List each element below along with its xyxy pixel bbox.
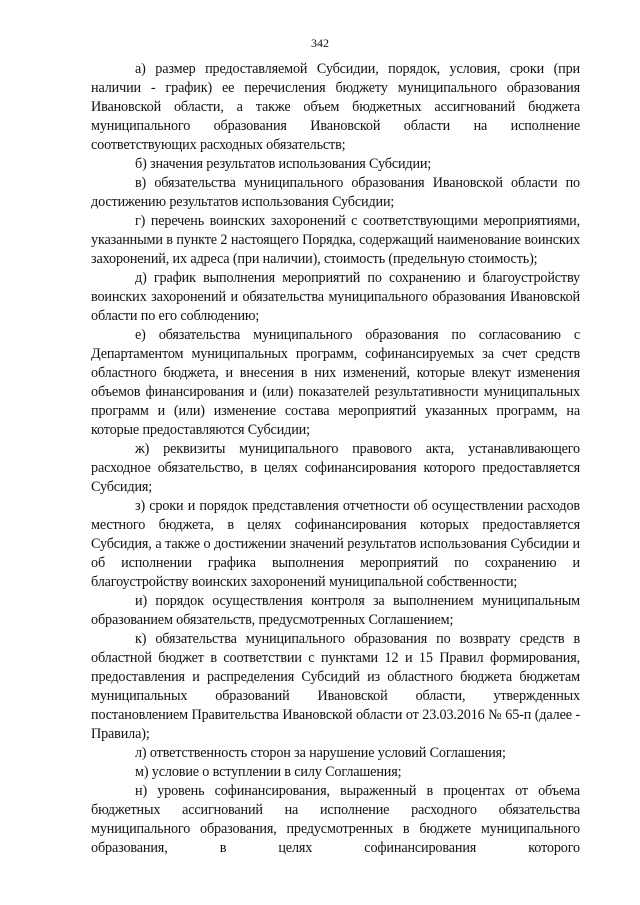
paragraph-z: з) сроки и порядок представления отчетности об осуществлении расходов местного бюджета, в целях софинансирования которых предоставляется Субсидия, а также о достижении значений результатов использования Субсидии и об исполнении графика выполнения мероприятий по сохранению и благоустройству воинских захоронений муниципальной собственности; xyxy=(91,498,580,590)
paragraph-i: и) порядок осуществления контроля за выполнением муниципальным образованием обязательств, предусмотренных Соглашением; xyxy=(91,593,580,628)
paragraph-l: л) ответственность сторон за нарушение условий Соглашения; xyxy=(135,745,506,761)
paragraph-g: г) перечень воинских захоронений с соответствующими мероприятиями, указанными в пункте 2 настоящего Порядка, содержащий наименование воинских захоронений, их адреса (при наличии), стоимость (предельную стоимость); xyxy=(91,213,580,267)
paragraph-n: н) уровень софинансирования, выраженный в процентах от объема бюджетных ассигнований на исполнение расходного обязательства муниципального образования, предусмотренных в бюджете муниципального образования, в целях софинансирования которого xyxy=(91,783,580,856)
paragraph-e: е) обязательства муниципального образования по согласованию с Департаментом муниципальных программ, софинансируемых за счет средств областного бюджета, и внесения в них изменений, которые влекут изменения объемов финансирования и (или) показателей результативности муниципальных программ и (или) изменение состава мероприятий указанных программ, на которые предоставляются Субсидии; xyxy=(91,327,580,438)
paragraph-m: м) условие о вступлении в силу Соглашения; xyxy=(135,764,402,780)
paragraph-b: б) значения результатов использования Субсидии; xyxy=(135,156,432,172)
paragraph-d: д) график выполнения мероприятий по сохранению и благоустройству воинских захоронений и обязательства муниципального образования Ивановской области по его соблюдению; xyxy=(91,270,580,324)
document-body xyxy=(91,60,580,858)
paragraph-zh: ж) реквизиты муниципального правового акта, устанавливающего расходное обязательство, в целях софинансирования которого предоставляется Субсидия; xyxy=(91,441,580,495)
page-number: 342 xyxy=(311,36,329,50)
paragraph-k: к) обязательства муниципального образования по возврату средств в областной бюджет в соответствии с пунктами 12 и 15 Правил формирования, предоставления и распределения Субсидий из областного бюджета бюджетам муниципальных образований Ивановской области, утвержденных постановлением Правительства Ивановской области от 23.03.2016 № 65-п (далее - Правила); xyxy=(91,631,580,742)
paragraph-a: а) размер предоставляемой Субсидии, порядок, условия, сроки (при наличии - график) ее перечисления бюджету муниципального образования Ивановской области, а также объем бюджетных ассигнований бюджета муниципального образования Ивановской области на исполнение соответствующих расходных обязательств; xyxy=(91,61,580,153)
paragraph-v: в) обязательства муниципального образования Ивановской области по достижению результатов использования Субсидии; xyxy=(91,175,580,210)
